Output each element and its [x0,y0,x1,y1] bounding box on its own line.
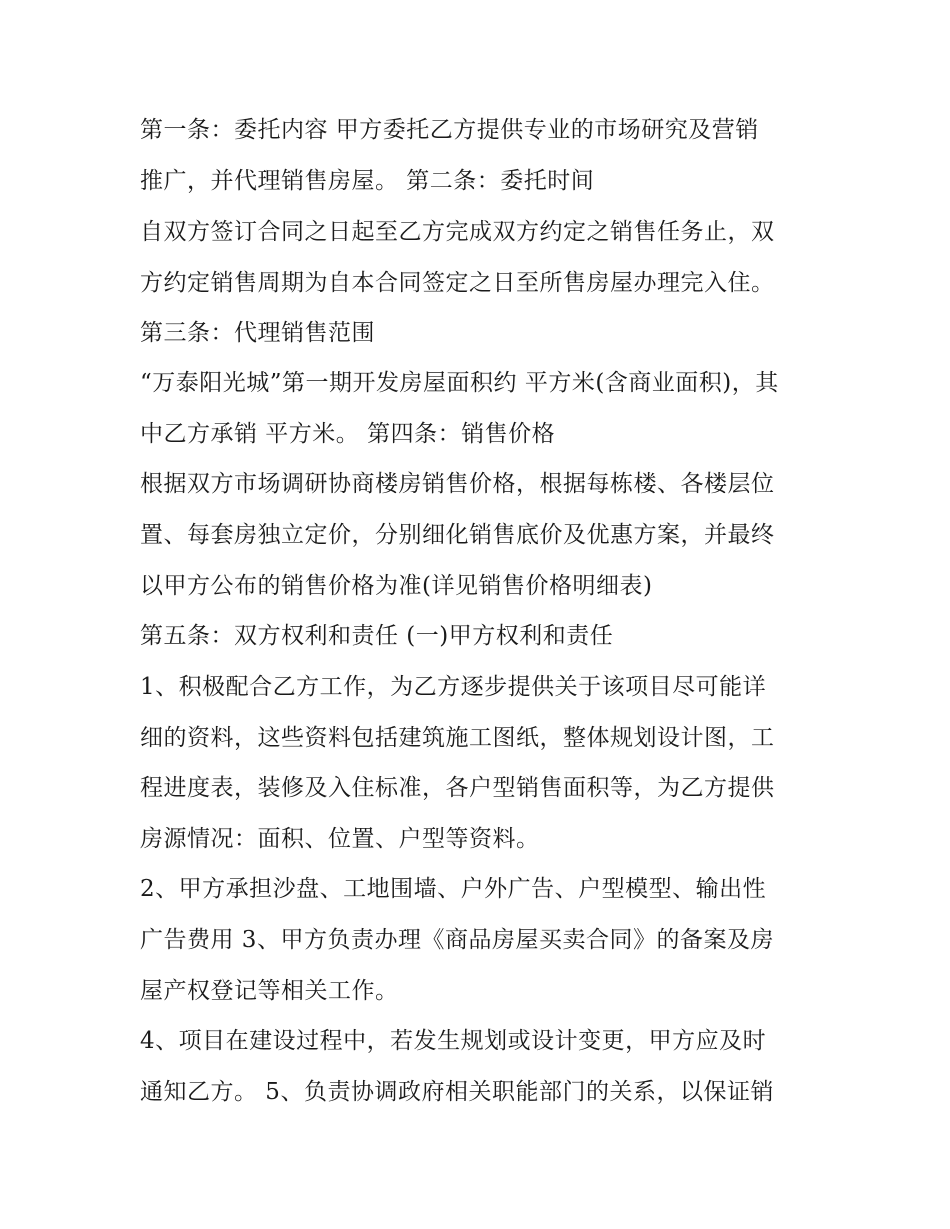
text-line: 中乙方承销 平方米。 第四条：销售价格 [140,421,556,447]
text-line: 2、甲方承担沙盘、工地围墙、户外广告、户型模型、输出性 [140,876,767,902]
text-line: 以甲方公布的销售价格为准(详见销售价格明细表) [140,573,653,599]
text-line: 广告费用 3、甲方负责办理《商品房屋买卖合同》的备案及房 [140,927,774,953]
text-line: 推广，并代理销售房屋。 第二条：委托时间 [140,168,595,194]
text-line: 屋产权登记等相关工作。 [140,978,399,1004]
text-line: 1、积极配合乙方工作，为乙方逐步提供关于该项目尽可能详 [140,674,767,700]
text-line: 根据双方市场调研协商楼房销售价格，根据每栋楼、各楼层位 [140,471,775,497]
text-line: 自双方签订合同之日起至乙方完成双方约定之销售任务止，双 [140,219,775,245]
text-line: 4、项目在建设过程中，若发生规划或设计变更，甲方应及时 [140,1028,767,1054]
text-line: 第五条：双方权利和责任 (一)甲方权利和责任 [140,623,614,649]
text-line: 房源情况：面积、位置、户型等资料。 [140,826,540,852]
text-line: 程进度表，装修及入住标准，各户型销售面积等，为乙方提供 [140,775,775,801]
text-line: 通知乙方。 5、负责协调政府相关职能部门的关系，以保证销 [140,1079,774,1105]
text-line: 第一条：委托内容 甲方委托乙方提供专业的市场研究及营销 [140,117,759,143]
text-line: 方约定销售周期为自本合同签定之日至所售房屋办理完入住。 [140,270,775,296]
text-line: “万泰阳光城”第一期开发房屋面积约 平方米(含商业面积)，其 [140,370,779,396]
text-line: 第三条：代理销售范围 [140,320,375,346]
text-line: 细的资料，这些资料包括建筑施工图纸，整体规划设计图，工 [140,725,775,751]
text-line: 置、每套房独立定价，分别细化销售底价及优惠方案，并最终 [140,522,775,548]
